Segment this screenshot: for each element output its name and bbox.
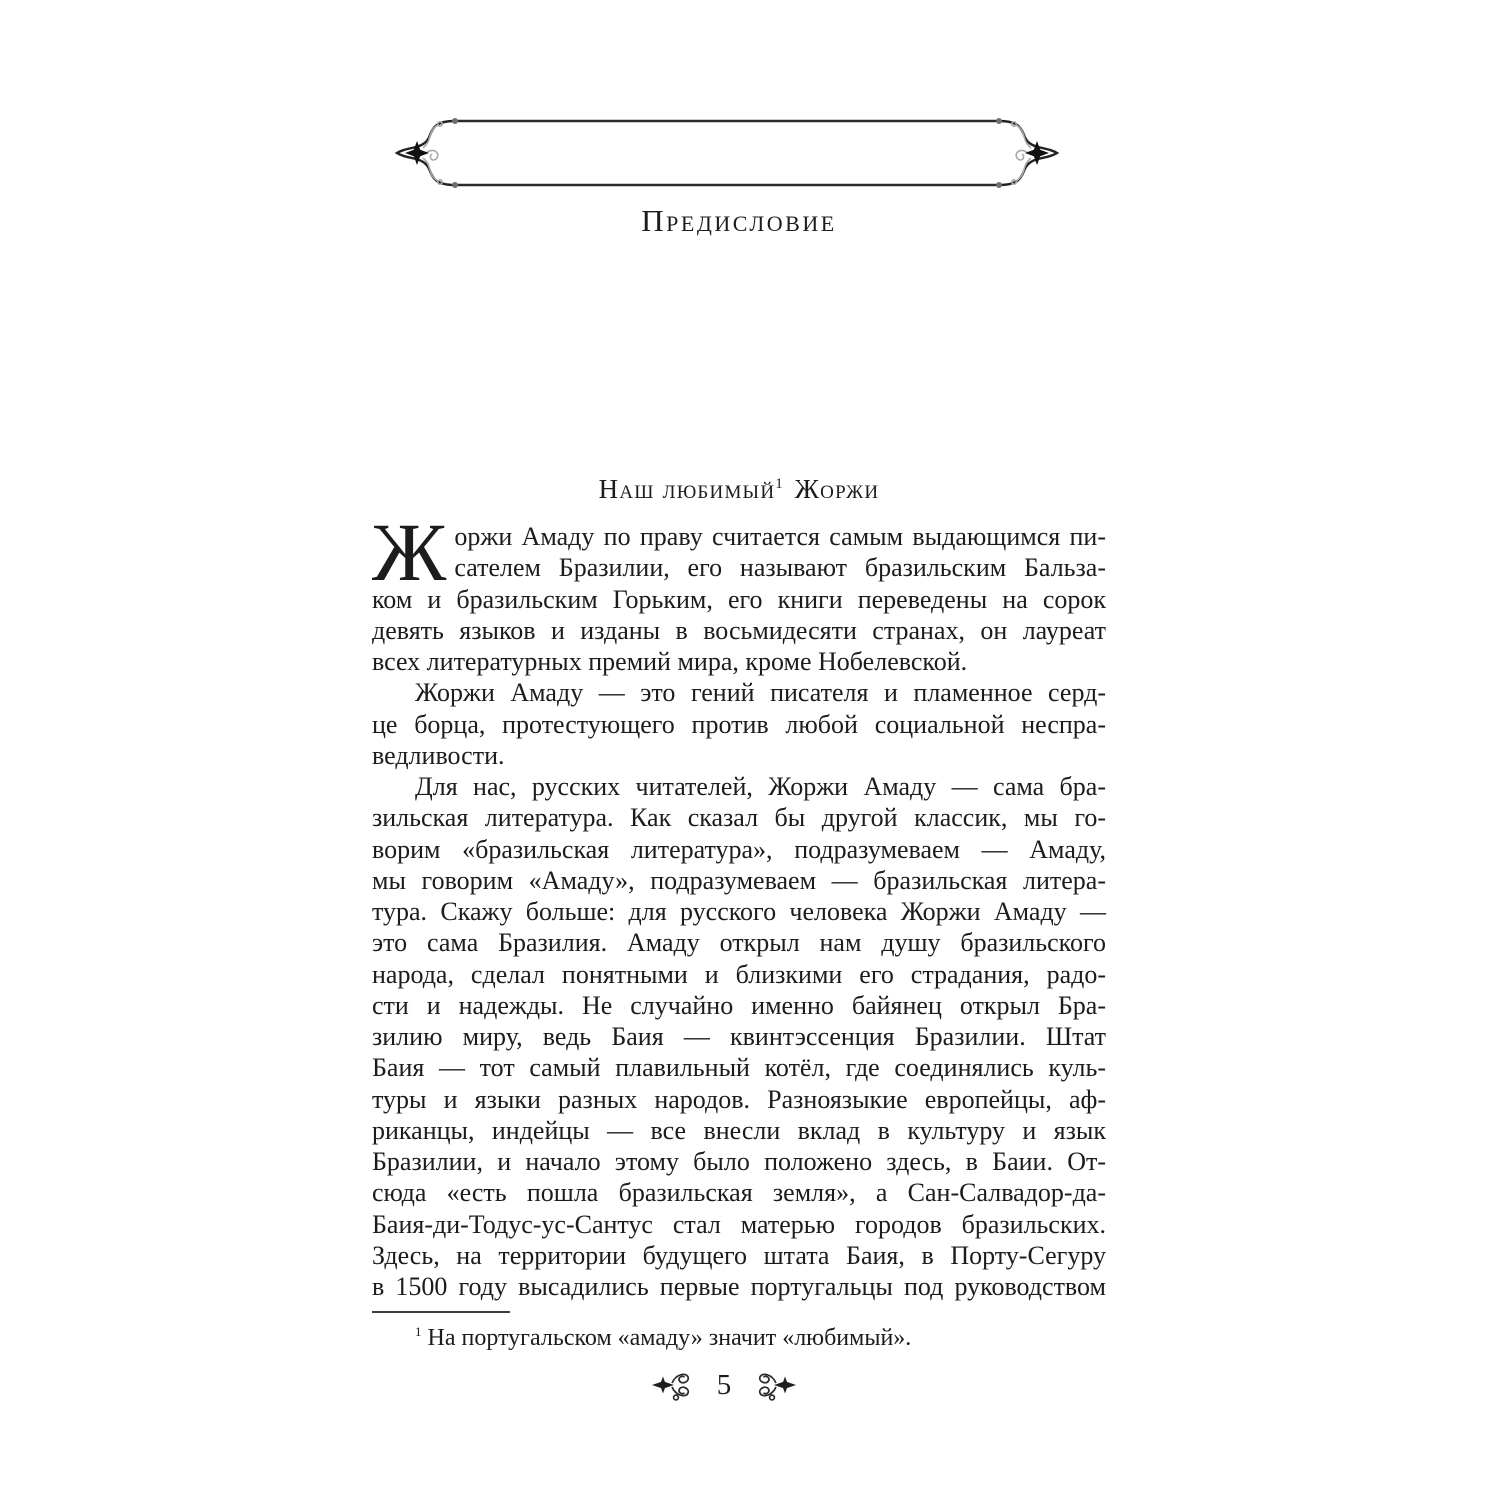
text-line: зильская литература. Как сказал бы другой классик, мы го- [372,803,1106,833]
text-line: Для нас, русских читателей, Жоржи Амаду — сама бра- [415,772,1106,801]
text-line: це борца, протестующего против любой социальной неспра- [372,709,1106,739]
body-text [372,506,1106,1302]
text-line: сюда «есть пошла бразильская земля», а Сан-Салвадор-да- [372,1178,1106,1208]
footnote-text: На португальском «амаду» значит «любимый». [427,1325,912,1352]
page-footer [357,1368,1091,1402]
page-number: 5 [716,1369,732,1402]
text-line: в 1500 году высадились первые португальцы под руководством [372,1272,1106,1301]
text-line: ворим «бразильская литература», подразумеваем — Амаду, [372,834,1106,864]
page-title: Предисловие [641,203,837,238]
text-line: сателем Бразилии, его называют бразильским Бальза- [454,553,1106,583]
text-line: риканцы, индейцы — все внесли вклад в культуру и язык [372,1115,1106,1145]
heading-name: Жоржи [794,474,880,504]
text-line: туры и языки разных народов. Разноязыкие европейцы, аф- [372,1084,1106,1114]
footnote-marker: 1 [415,1324,422,1340]
footnote-rule [372,1311,510,1313]
text-line: Бразилии, и начало этому было положено здесь, в Баии. От- [372,1147,1106,1176]
paragraph [372,677,1106,771]
drop-cap: Ж [372,506,447,598]
decorative-frame-icon [393,115,1061,191]
text-line: ведливости. [372,740,505,770]
text-line: девять языков и изданы в восьмидесяти странах, он лауреат [372,615,1106,645]
fleuron-right-icon [757,1368,797,1402]
fleuron-left-icon [651,1368,691,1402]
text-line: это сама Бразилия. Амаду открыл нам душу бразильского [372,928,1106,958]
text-line: ком и бразильским Горьким, его книги переведены на сорок [372,584,1106,614]
paragraph [372,771,1106,1302]
text-line: тура. Скажу больше: для русского человека Жоржи Амаду — [372,897,1106,926]
book-page [372,0,1106,1500]
section-heading [372,467,1106,506]
text-line: мы говорим «Амаду», подразумеваем — бразильская литера- [372,865,1106,895]
text-line: Баия — тот самый плавильный котёл, где соединялись куль- [372,1053,1106,1083]
footnote [372,1318,1106,1352]
text-line: зилию миру, ведь Баия — квинтэссенция Бразилии. Штат [372,1022,1106,1051]
text-line: всех литературных премий мира, кроме Нобелевской. [372,647,968,676]
heading-text: Наш любимый [598,474,776,504]
text-line: народа, сделал понятными и близкими его страдания, радо- [372,959,1106,989]
text-line: оржи Амаду по праву считается самым выдающимся пи- [454,522,1106,551]
text-line: Баия-ди-Тодус-ус-Сантус стал матерью городов бразильских. [372,1209,1106,1239]
paragraph [372,506,1106,677]
text-line: сти и надежды. Не случайно именно байянец открыл Бра- [372,990,1106,1020]
text-line: Здесь, на территории будущего штата Баия, в Порту-Сегуру [372,1240,1106,1270]
footnote-reference: 1 [775,476,783,492]
text-line: Жоржи Амаду — это гений писателя и пламенное серд- [415,678,1106,708]
